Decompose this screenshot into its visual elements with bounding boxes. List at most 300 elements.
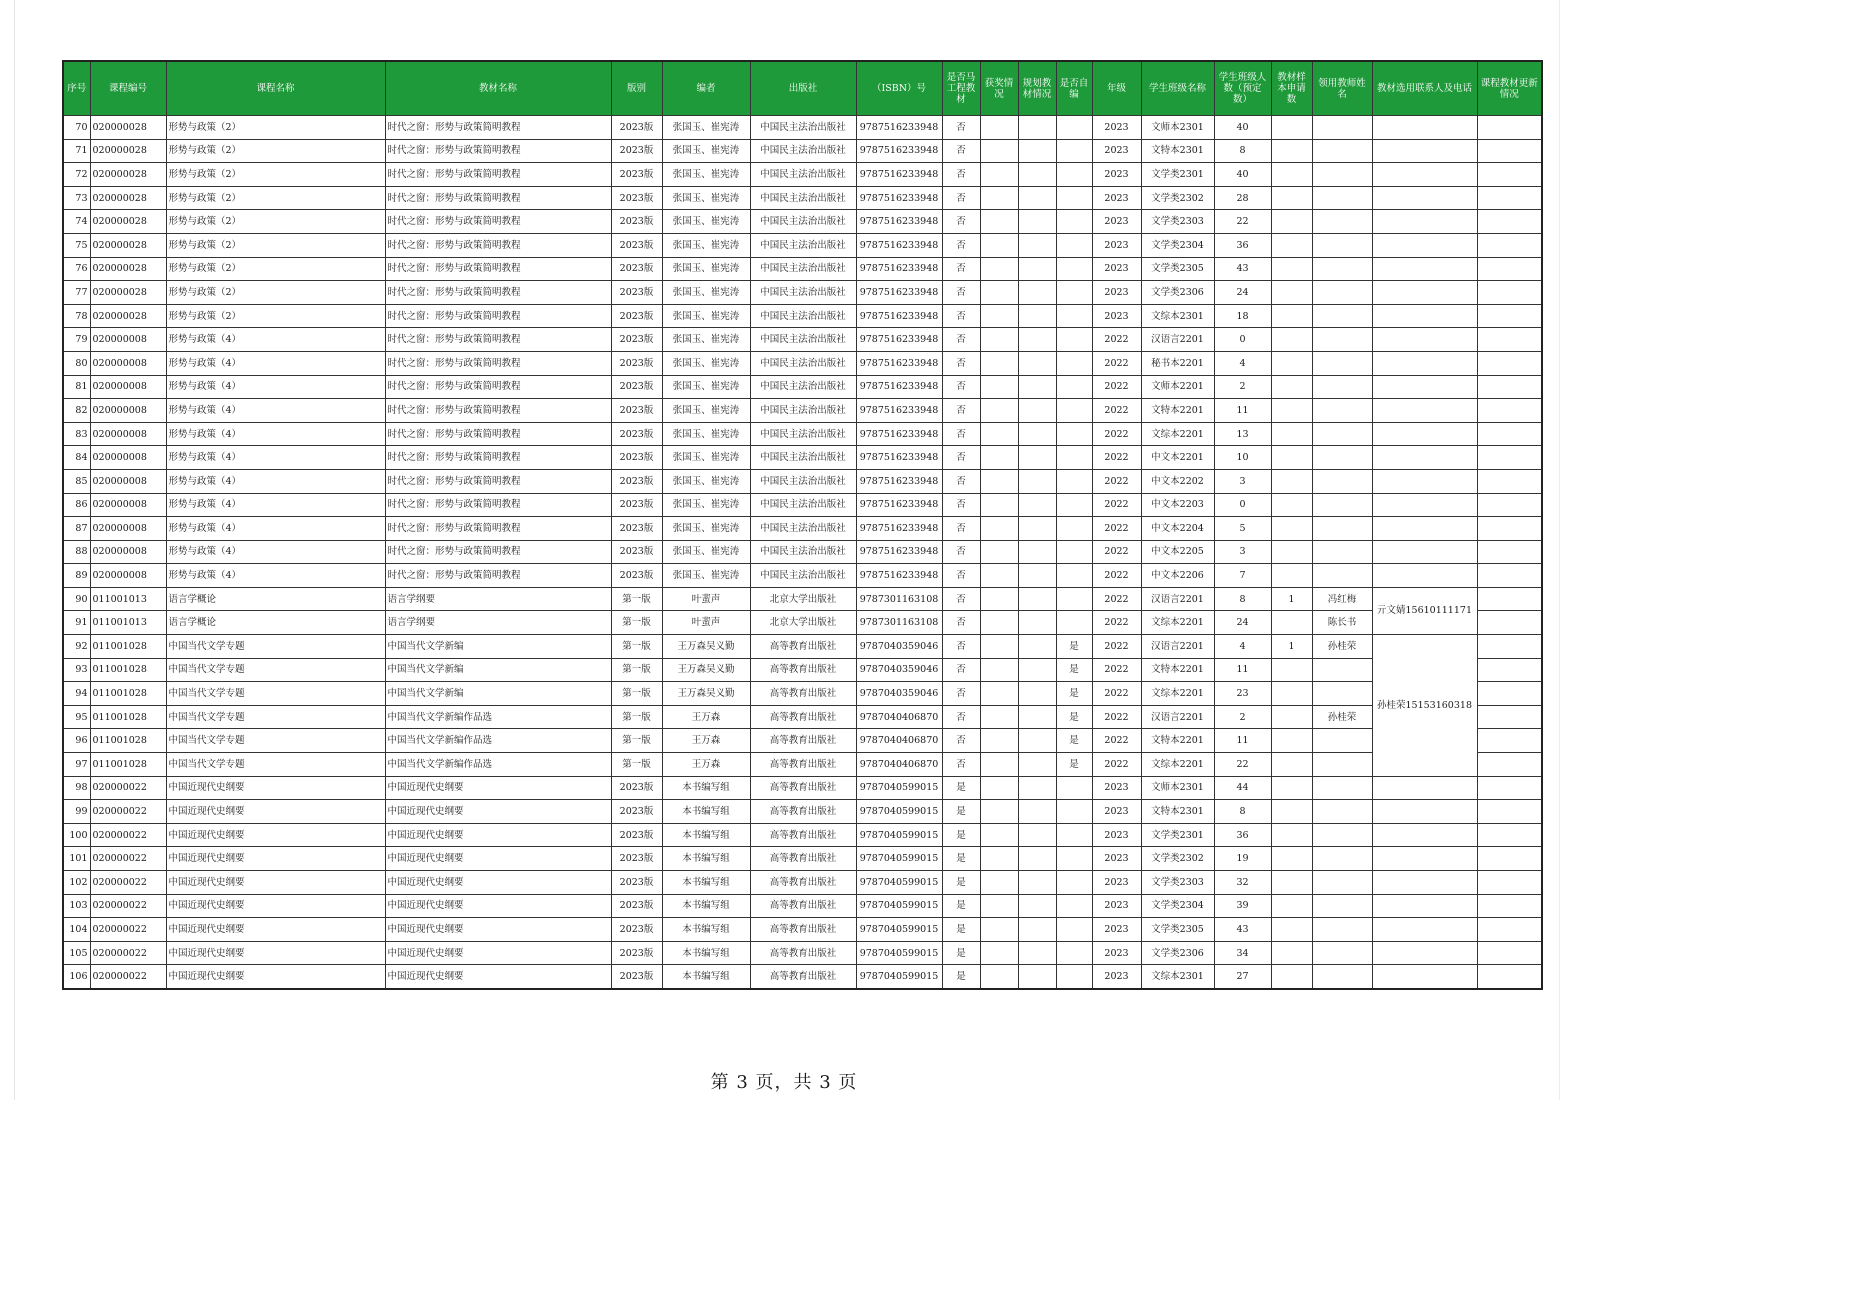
table-cell: 中国民主法治出版社 [750,446,856,470]
table-cell: 2023版 [611,517,662,541]
table-cell: 106 [63,965,90,989]
update-status-cell [1477,635,1542,659]
table-cell: 张国玉、崔宪涛 [662,210,750,234]
table-cell: 2023版 [611,304,662,328]
table-cell: 是 [1056,753,1092,777]
table-cell [1056,163,1092,187]
table-cell [980,399,1018,423]
table-cell [1271,729,1312,753]
table-cell: 2022 [1092,682,1141,706]
table-cell [1018,941,1056,965]
table-cell: 40 [1214,116,1271,140]
table-cell [1056,564,1092,588]
table-cell: 时代之窗：形势与政策简明教程 [385,257,611,281]
table-cell [980,705,1018,729]
contact-cell [1372,800,1477,824]
table-cell: 中国当代文学专题 [166,729,385,753]
table-cell [1056,281,1092,305]
table-cell: 汉语言2201 [1141,705,1214,729]
contact-cell [1372,422,1477,446]
table-cell: 形势与政策（4） [166,564,385,588]
table-cell: 第一版 [611,587,662,611]
table-cell: 020000008 [90,540,166,564]
table-cell: 形势与政策（2） [166,186,385,210]
table-cell [1312,918,1372,942]
contact-cell [1372,918,1477,942]
table-cell [1018,965,1056,989]
table-cell: 2023 [1092,823,1141,847]
table-cell: 2022 [1092,351,1141,375]
table-cell: 94 [63,682,90,706]
table-cell: 2022 [1092,446,1141,470]
table-cell: 张国玉、崔宪涛 [662,540,750,564]
table-cell [1018,257,1056,281]
table-cell: 否 [942,257,980,281]
table-row [63,517,1542,541]
table-cell: 9787516233948 [856,540,942,564]
table-cell: 否 [942,422,980,446]
table-cell: 形势与政策（4） [166,446,385,470]
table-cell: 011001028 [90,705,166,729]
table-cell: 中国当代文学新编作品选 [385,753,611,777]
column-header: 编者 [662,61,750,116]
table-cell: 中国民主法治出版社 [750,186,856,210]
table-cell: 高等教育出版社 [750,658,856,682]
table-cell: 2022 [1092,658,1141,682]
table-cell [980,446,1018,470]
column-header: 学生班级人数（预定数） [1214,61,1271,116]
table-cell: 文学类2305 [1141,918,1214,942]
table-cell [980,328,1018,352]
table-cell [1312,116,1372,140]
table-cell: 中国近现代史纲要 [166,800,385,824]
table-cell [1312,493,1372,517]
table-cell [1312,540,1372,564]
table-cell: 高等教育出版社 [750,941,856,965]
table-cell [980,186,1018,210]
table-cell: 中国近现代史纲要 [166,918,385,942]
table-cell: 9787516233948 [856,469,942,493]
table-cell: 中国近现代史纲要 [166,776,385,800]
table-cell: 9787516233948 [856,375,942,399]
update-status-cell [1477,682,1542,706]
table-cell: 中国近现代史纲要 [385,871,611,895]
table-cell: 中国民主法治出版社 [750,564,856,588]
table-cell [1056,422,1092,446]
table-cell: 文综本2201 [1141,611,1214,635]
table-cell [980,116,1018,140]
update-status-cell [1477,918,1542,942]
table-cell: 文学类2306 [1141,941,1214,965]
table-cell: 张国玉、崔宪涛 [662,493,750,517]
table-cell: 高等教育出版社 [750,871,856,895]
column-header: 规划教材情况 [1018,61,1056,116]
table-cell: 2023版 [611,918,662,942]
scan-edge [14,0,15,1100]
table-cell [1312,823,1372,847]
table-cell: 中国民主法治出版社 [750,422,856,446]
table-cell: 2023 [1092,871,1141,895]
table-row [63,116,1542,140]
update-status-cell [1477,139,1542,163]
table-cell: 中国近现代史纲要 [166,965,385,989]
table-cell [1018,328,1056,352]
table-cell [1312,139,1372,163]
table-cell: 时代之窗：形势与政策简明教程 [385,233,611,257]
table-cell: 高等教育出版社 [750,918,856,942]
column-header: 出版社 [750,61,856,116]
table-cell: 本书编写组 [662,918,750,942]
table-cell [1018,233,1056,257]
table-cell: 中国民主法治出版社 [750,257,856,281]
table-cell: 本书编写组 [662,776,750,800]
table-cell [1271,753,1312,777]
update-status-cell [1477,399,1542,423]
table-cell [980,163,1018,187]
table-cell: 2023版 [611,163,662,187]
table-cell: 中国近现代史纲要 [385,847,611,871]
table-cell: 时代之窗：形势与政策简明教程 [385,163,611,187]
table-cell: 否 [942,139,980,163]
contact-cell [1372,894,1477,918]
table-cell: 高等教育出版社 [750,729,856,753]
table-cell: 否 [942,469,980,493]
table-cell: 第一版 [611,753,662,777]
table-cell: 020000028 [90,233,166,257]
update-status-cell [1477,753,1542,777]
table-row [63,705,1542,729]
table-cell: 2022 [1092,469,1141,493]
table-cell: 020000008 [90,399,166,423]
table-cell: 9787040599015 [856,871,942,895]
table-cell: 文学类2304 [1141,233,1214,257]
table-cell: 中国近现代史纲要 [385,823,611,847]
table-cell: 否 [942,493,980,517]
table-cell: 1 [1271,587,1312,611]
table-row [63,446,1542,470]
table-cell: 本书编写组 [662,894,750,918]
table-cell: 高等教育出版社 [750,682,856,706]
table-cell: 本书编写组 [662,823,750,847]
table-cell: 高等教育出版社 [750,776,856,800]
table-cell: 张国玉、崔宪涛 [662,564,750,588]
table-cell: 中国近现代史纲要 [385,965,611,989]
table-cell: 中文本2201 [1141,446,1214,470]
table-cell: 张国玉、崔宪涛 [662,281,750,305]
table-cell: 85 [63,469,90,493]
table-row [63,422,1542,446]
table-cell: 否 [942,540,980,564]
table-cell: 90 [63,587,90,611]
table-cell [1018,635,1056,659]
table-cell: 形势与政策（4） [166,399,385,423]
table-cell [1312,517,1372,541]
table-header-row [63,61,1542,116]
table-cell [1018,564,1056,588]
table-row [63,281,1542,305]
update-status-cell [1477,375,1542,399]
table-cell: 81 [63,375,90,399]
table-cell: 2022 [1092,399,1141,423]
table-cell: 否 [942,658,980,682]
table-cell: 74 [63,210,90,234]
table-row [63,233,1542,257]
table-cell: 020000022 [90,871,166,895]
contact-cell [1372,871,1477,895]
table-cell [1056,540,1092,564]
table-cell [980,517,1018,541]
table-cell: 89 [63,564,90,588]
table-cell: 否 [942,682,980,706]
table-cell [1056,351,1092,375]
table-cell: 中国当代文学专题 [166,658,385,682]
table-body [63,116,1542,989]
table-cell: 中国民主法治出版社 [750,375,856,399]
contact-cell [1372,517,1477,541]
table-cell [1018,682,1056,706]
table-cell: 中国民主法治出版社 [750,399,856,423]
table-cell [980,351,1018,375]
contact-cell [1372,281,1477,305]
table-cell [1271,281,1312,305]
table-cell: 2023 [1092,965,1141,989]
table-row [63,493,1542,517]
table-cell: 2023版 [611,210,662,234]
table-cell: 93 [63,658,90,682]
table-cell: 8 [1214,587,1271,611]
table-cell: 8 [1214,139,1271,163]
table-row [63,823,1542,847]
table-cell: 张国玉、崔宪涛 [662,422,750,446]
table-cell [1312,399,1372,423]
table-cell: 2023版 [611,941,662,965]
table-cell [1018,611,1056,635]
table-cell: 2022 [1092,517,1141,541]
table-cell: 文特本2201 [1141,658,1214,682]
table-cell: 形势与政策（2） [166,210,385,234]
table-cell [980,635,1018,659]
table-cell: 形势与政策（4） [166,493,385,517]
table-cell [1312,682,1372,706]
table-row [63,210,1542,234]
table-cell: 43 [1214,257,1271,281]
table-cell: 020000008 [90,328,166,352]
table-row [63,776,1542,800]
contact-cell [1372,163,1477,187]
table-cell: 9787516233948 [856,233,942,257]
table-cell: 中国民主法治出版社 [750,469,856,493]
table-cell [1312,776,1372,800]
table-cell: 高等教育出版社 [750,847,856,871]
table-cell: 39 [1214,894,1271,918]
table-cell: 9787040599015 [856,918,942,942]
table-cell: 文学类2301 [1141,823,1214,847]
table-cell: 时代之窗：形势与政策简明教程 [385,540,611,564]
table-cell: 本书编写组 [662,965,750,989]
table-row [63,257,1542,281]
table-cell [1056,116,1092,140]
table-cell: 文学类2303 [1141,210,1214,234]
table-cell [1312,941,1372,965]
table-cell: 84 [63,446,90,470]
table-cell: 88 [63,540,90,564]
table-cell [1271,399,1312,423]
table-cell [1312,446,1372,470]
table-cell: 11 [1214,658,1271,682]
table-cell: 011001013 [90,587,166,611]
table-cell [1056,587,1092,611]
table-cell [980,587,1018,611]
table-cell: 11 [1214,399,1271,423]
table-cell [1056,186,1092,210]
table-cell [1271,186,1312,210]
contact-cell [1372,304,1477,328]
table-cell [980,871,1018,895]
table-cell: 9787040359046 [856,635,942,659]
table-cell: 中国民主法治出版社 [750,139,856,163]
table-cell: 2 [1214,375,1271,399]
table-cell: 020000028 [90,304,166,328]
table-cell: 5 [1214,517,1271,541]
table-cell: 中国近现代史纲要 [166,823,385,847]
table-cell: 020000028 [90,257,166,281]
table-cell: 是 [1056,682,1092,706]
table-cell: 形势与政策（2） [166,139,385,163]
table-row [63,941,1542,965]
table-cell [980,965,1018,989]
table-cell: 2022 [1092,705,1141,729]
table-cell: 24 [1214,281,1271,305]
column-header: 领用教师姓名 [1312,61,1372,116]
table-cell: 4 [1214,351,1271,375]
table-cell: 形势与政策（2） [166,281,385,305]
table-cell: 2023版 [611,469,662,493]
table-cell: 第一版 [611,705,662,729]
table-row [63,800,1542,824]
table-cell [980,281,1018,305]
table-cell: 9787301163108 [856,611,942,635]
table-cell: 冯红梅 [1312,587,1372,611]
table-cell: 张国玉、崔宪涛 [662,375,750,399]
table-cell [980,139,1018,163]
table-cell: 9787516233948 [856,399,942,423]
table-cell: 2022 [1092,611,1141,635]
update-status-cell [1477,517,1542,541]
table-cell: 中国民主法治出版社 [750,328,856,352]
table-row [63,635,1542,659]
update-status-cell [1477,163,1542,187]
table-cell: 9787516233948 [856,328,942,352]
table-cell: 中国当代文学专题 [166,635,385,659]
table-cell: 时代之窗：形势与政策简明教程 [385,493,611,517]
table-cell: 语言学概论 [166,611,385,635]
table-cell [1312,800,1372,824]
table-cell: 陈长书 [1312,611,1372,635]
table-cell [1312,729,1372,753]
table-cell [980,729,1018,753]
column-header: （ISBN）号 [856,61,942,116]
update-status-cell [1477,304,1542,328]
table-cell: 82 [63,399,90,423]
table-cell: 高等教育出版社 [750,800,856,824]
table-cell: 9787516233948 [856,186,942,210]
table-cell: 王万森吴义勤 [662,635,750,659]
table-cell: 文学类2305 [1141,257,1214,281]
table-cell: 011001028 [90,658,166,682]
table-cell: 020000008 [90,375,166,399]
table-cell: 张国玉、崔宪涛 [662,233,750,257]
table-cell: 102 [63,871,90,895]
table-cell: 86 [63,493,90,517]
table-cell: 汉语言2201 [1141,635,1214,659]
table-cell: 叶蜚声 [662,587,750,611]
table-cell [1018,753,1056,777]
table-cell: 9787516233948 [856,351,942,375]
contact-cell [1372,469,1477,493]
contact-cell: 亓文婧15610111171 [1372,587,1477,634]
table-cell: 2023版 [611,233,662,257]
table-cell: 71 [63,139,90,163]
table-cell: 9787516233948 [856,517,942,541]
table-cell: 中国民主法治出版社 [750,493,856,517]
table-cell [1056,375,1092,399]
table-cell [1271,116,1312,140]
table-cell: 011001028 [90,635,166,659]
table-cell: 文学类2304 [1141,894,1214,918]
table-cell [980,823,1018,847]
table-cell: 张国玉、崔宪涛 [662,328,750,352]
table-cell [980,469,1018,493]
contact-cell [1372,375,1477,399]
table-cell: 98 [63,776,90,800]
table-cell [1312,965,1372,989]
table-cell: 中文本2204 [1141,517,1214,541]
table-cell: 72 [63,163,90,187]
table-row [63,682,1542,706]
table-cell: 是 [942,894,980,918]
table-row [63,658,1542,682]
table-cell [1271,823,1312,847]
table-cell: 8 [1214,800,1271,824]
table-cell [1056,139,1092,163]
contact-cell [1372,540,1477,564]
table-cell [1018,493,1056,517]
table-cell: 40 [1214,163,1271,187]
table-cell [1018,469,1056,493]
table-cell: 10 [1214,446,1271,470]
table-cell: 79 [63,328,90,352]
table-cell [1312,564,1372,588]
table-cell: 中国民主法治出版社 [750,517,856,541]
table-row [63,965,1542,989]
table-cell: 时代之窗：形势与政策简明教程 [385,446,611,470]
table-cell: 时代之窗：形势与政策简明教程 [385,422,611,446]
table-cell: 32 [1214,871,1271,895]
table-cell [1312,281,1372,305]
table-cell: 9787516233948 [856,139,942,163]
table-cell: 中国当代文学新编 [385,682,611,706]
table-cell: 是 [942,776,980,800]
contact-cell [1372,210,1477,234]
table-cell: 2023版 [611,894,662,918]
table-cell [1271,894,1312,918]
table-cell: 020000022 [90,776,166,800]
table-cell: 2023版 [611,847,662,871]
contact-cell [1372,139,1477,163]
column-header: 是否自编 [1056,61,1092,116]
table-cell: 形势与政策（4） [166,540,385,564]
table-cell: 100 [63,823,90,847]
